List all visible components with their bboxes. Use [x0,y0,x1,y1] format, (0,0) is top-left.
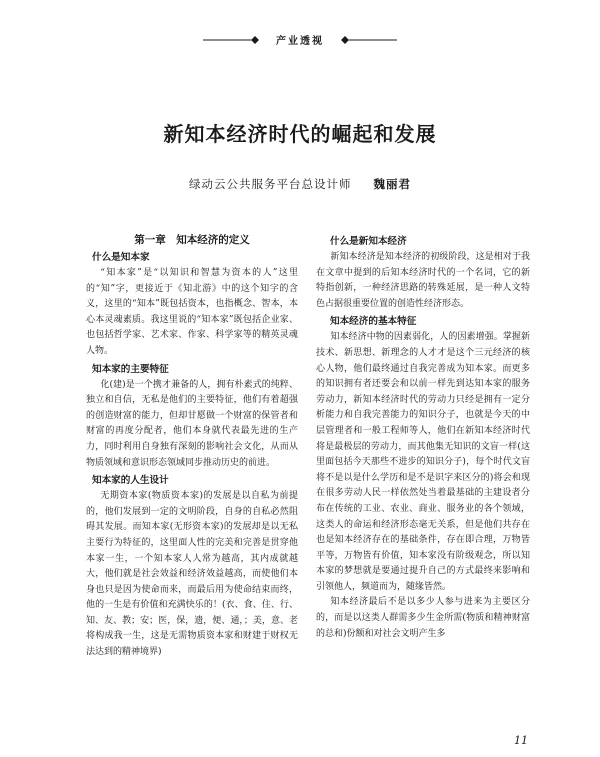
chapter-heading: 第一章 知本经济的定义 [134,234,250,246]
article-title: 新知本经济时代的崛起和发展 [163,122,437,146]
section-label: 产业透视 [276,36,324,47]
author-affiliation: 绿动云公共服务平台总设计师 [189,177,352,191]
section-heading: 什么是新知本经济 [330,236,407,247]
paragraph: 新知本经济是知本经济的初级阶段，这是相对于我在文章中提到的后知本经济时代的一个名词，它的新特指创新，一种经济思路的转殊延展，是一种人文特色占据很重要位置的创造性经济形态。 [316,252,530,309]
ornament-icon [203,36,263,44]
section-heading: 什么是知本家 [92,252,150,263]
byline [0,176,600,192]
page-number: 11 [514,734,528,747]
paragraph: “知本家”是“以知识和智慧为资本的人”这里的“知”字，更接近于《知北游》中的这个知字的含义，这里的“知本”既包括资本，也指概念、智本，本心本灵魂素质。我这里说的“知本家”既包括企业家、也包括哲学家、艺术家、作家、科学家等的精英灵魂人物。 [86,268,298,356]
paragraph: 知本经济中物的因素弱化，人的因素增强。掌握新技术、新思想、新理念的人才才是这个三元经济的核心人物，他们最终通过自我完善成为知本家。而更多的知识拥有者还要会和以前一样先到达知本家的服务劳动力，新知本经济时代的劳动力只经是拥有一定分析能力和自我完善能力的知识分子，也就是今天的中层管理者和一般工程师等人，他们在新知本经济时代将是最极层的劳动力，而其他集无知识的文盲一样(这里面包括今天那些不进步的知识分子)，每个时代文盲将不是以是什么学历和是不是识字来区分的)将会和现在很多劳动人民一样依然处当着最基础的主建设者分布在传统的工业、农业、商业、服务业的各个领域，这类人的命运和经济形态毫无关系，但是他们共存在也是知本经济存在的基础条件，存在即合理，万物皆平等，万物皆有价值，知本家没有阶级观念，所以知本家的梦想就是要通过提升自己的方式最终来影响和引领他人，频道而为，随缘皆然。 [316,332,530,592]
running-header [0,32,600,47]
paragraph: 无期资本家(物质资本家)的发展是以自私为前提的，他们发展到一定的文明阶段，自身的自私必然阻碍其发展。而知本家(无形资本家)的发展却是以无私主要行为特征的，这里面人性的完美和完善是贯穿他本家一生，一个知本家人人常为越高，其内成就越大，他们就是社会效益和经济效益越高，而使他们本身也只是因为使命而来，而最后用为使命结束而终，他的一生是有价值和充满快乐的！(衣、食、住、行、知、友、教；安；医，保，遗，便、通，；美，意、老将构成我一生，这是无需物质资本家和财建于财权无法达到的精神境界) [86,491,298,658]
section-heading: 知本家的主要特征 [92,363,169,375]
left-column [86,232,298,661]
paragraph: 知本经济最后不是以多少人参与进来为主要区分的，而是以这类人群需多少生金所需(物质和精神财富的总和)份额和对社会文明产生多 [316,597,530,639]
paragraph: 化(建)是一个携才兼备的人，拥有朴素式的纯粹、独立和自信，无私是他们的主要特征，他们有着超强的创造财富的能力，但却甘愿做一个财富的保管者和财富的再度分配者，他们本身就代表最先进的生产力，同时利用自身独有深刻的影响社会文化，从而从物质领域和意识形态领域同步推动历史的前进。 [86,379,298,468]
section-heading: 知本经济的基本特征 [330,316,417,328]
section-heading: 知本家的人生设计 [92,475,169,487]
author-name: 魏丽君 [373,177,411,191]
right-column [316,232,530,642]
ornament-icon [337,36,397,44]
